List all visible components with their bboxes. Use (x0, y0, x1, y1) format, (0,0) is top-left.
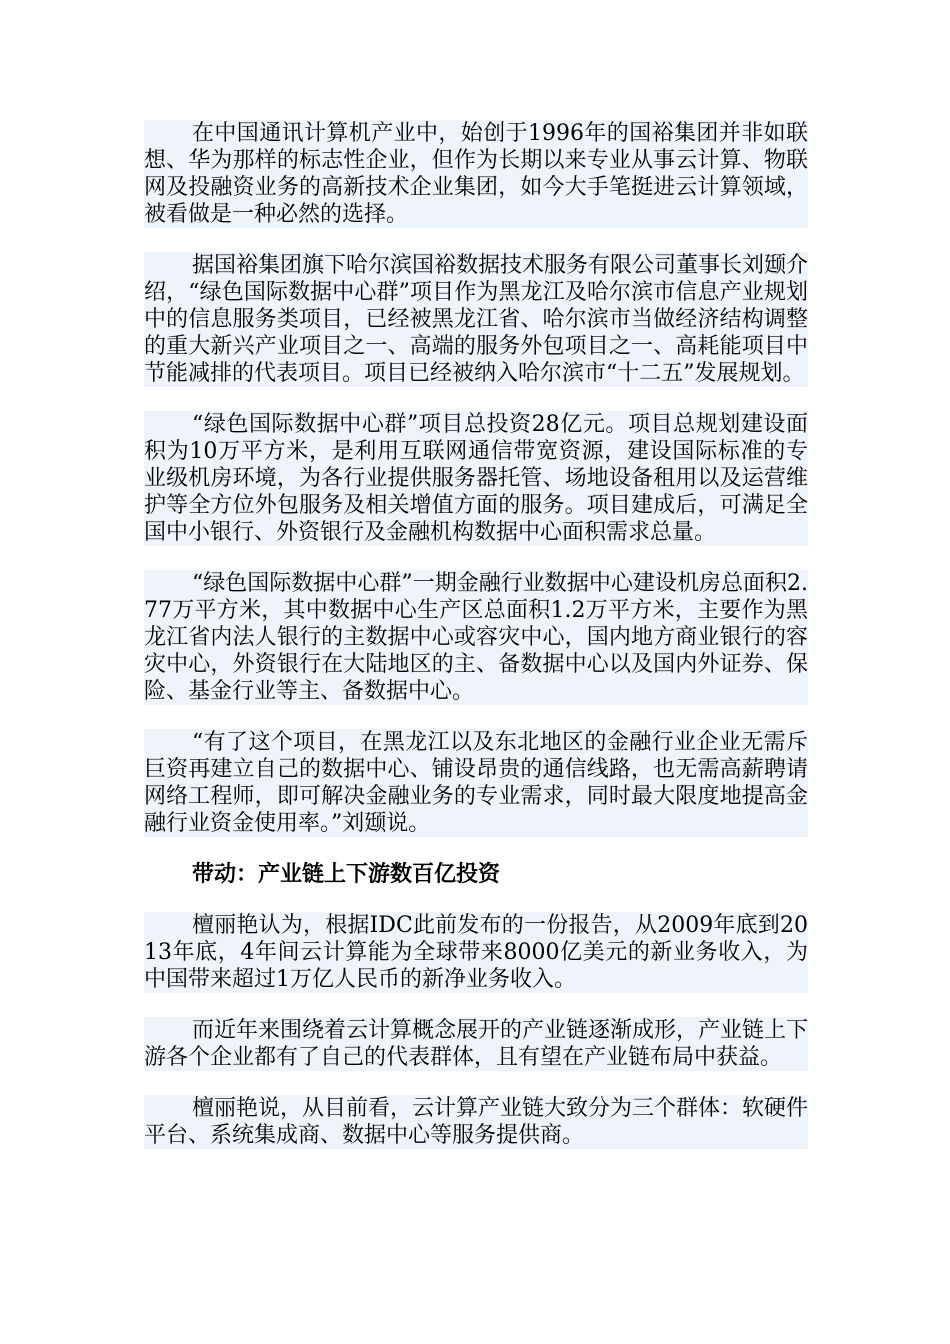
paragraph-8: 檀丽艳说，从目前看，云计算产业链大致分为三个群体：软硬件平台、系统集成商、数据中心等服务提供商。 (144, 1096, 809, 1148)
paragraph-1: 在中国通讯计算机产业中，始创于1996年的国裕集团并非如联想、华为那样的标志性企业，但作为长期以来专业从事云计算、物联网及投融资业务的高新技术企业集团，如今大手笔挺进云计算领域，被看做是一种必然的选择。 (144, 121, 808, 227)
section-heading: 带动：产业链上下游数百亿投资 (192, 862, 501, 887)
paragraph-5: “有了这个项目，在黑龙江以及东北地区的金融行业企业无需斥巨资再建立自己的数据中心、铺设昂贵的通信线路，也无需高薪聘请网络工程师，即可解决金融业务的专业需求，同时最大限度地提高金融行业资金使用率。”刘颋说。 (144, 730, 808, 836)
paragraph-2: 据国裕集团旗下哈尔滨国裕数据技术服务有限公司董事长刘颋介绍，“绿色国际数据中心群”项目作为黑龙江及哈尔滨市信息产业规划中的信息服务类项目，已经被黑龙江省、哈尔滨市当做经济结构调整的重大新兴产业项目之一、高端的服务外包项目之一、高耗能项目中节能减排的代表项目。项目已经被纳入哈尔滨市“十二五”发展规划。 (144, 253, 809, 386)
article-body (144, 120, 808, 1173)
paragraph-3: “绿色国际数据中心群”项目总投资28亿元。项目总规划建设面积为10万平方米，是利用互联网通信带宽资源，建设国际标准的专业级机房环境，为各行业提供服务器托管、场地设备租用以及运营维护等全方位外包服务及相关增值方面的服务。项目建成后，可满足全国中小银行、外资银行及金融机构数据中心面积需求总量。 (144, 412, 808, 545)
paragraph-4: “绿色国际数据中心群”一期金融行业数据中心建设机房总面积2.77万平方米，其中数据中心生产区总面积1.2万平方米，主要作为黑龙江省内法人银行的主数据中心或容灾中心，国内地方商业银行的容灾中心，外资银行在大陆地区的主、备数据中心以及国内外证券、保险、基金行业等主、备数据中心。 (144, 571, 808, 704)
paragraph-7: 而近年来围绕着云计算概念展开的产业链逐渐成形，产业链上下游各个企业都有了自己的代表群体，且有望在产业链布局中获益。 (144, 1018, 809, 1070)
paragraph-6: 檀丽艳认为，根据IDC此前发布的一份报告，从2009年底到2013年底，4年间云计算能为全球带来8000亿美元的新业务收入，为中国带来超过1万亿人民币的新净业务收入。 (144, 913, 808, 992)
